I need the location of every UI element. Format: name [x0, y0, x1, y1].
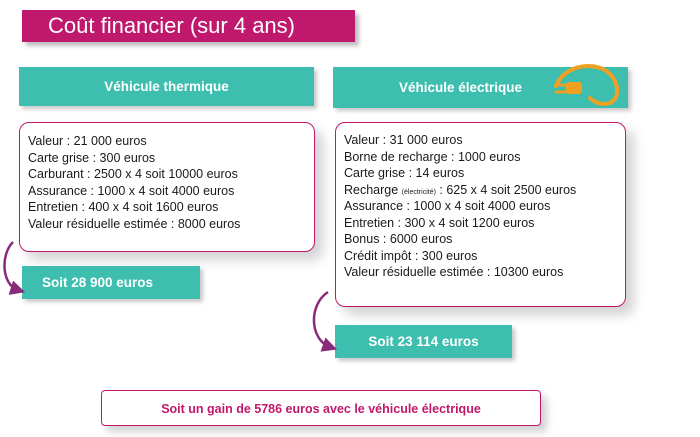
recharge-value: : 625 x 4 soit 2500 euros [435, 182, 577, 197]
cost-line: Carburant : 2500 x 4 soit 10000 euros [28, 167, 238, 181]
cost-line: Valeur : 21 000 euros [28, 134, 147, 148]
page-title: Coût financier (sur 4 ans) [22, 10, 355, 42]
electric-total: Soit 23 114 euros [335, 325, 512, 358]
electric-connector-arrow [314, 292, 330, 347]
recharge-note: (électricité) [401, 188, 436, 196]
cost-line: Crédit impôt : 300 euros [344, 248, 478, 263]
gain-summary: Soit un gain de 5786 euros avec le véhicule électrique [101, 390, 541, 426]
cost-line: Valeur : 31 000 euros [344, 133, 463, 147]
cost-line: Bonus : 6000 euros [344, 232, 453, 246]
cost-line: Borne de recharge : 1000 euros [344, 149, 521, 164]
thermal-vehicle-header: Véhicule thermique [19, 67, 314, 106]
cost-line: Assurance : 1000 x 4 soit 4000 euros [344, 199, 551, 213]
cost-line: Carte grise : 300 euros [28, 150, 156, 165]
electric-vehicle-header: Véhicule électrique [333, 67, 628, 108]
thermal-connector-arrow [4, 242, 18, 290]
cost-line: Entretien : 300 x 4 soit 1200 euros [344, 215, 535, 230]
cost-line: Carte grise : 14 euros [344, 166, 465, 180]
thermal-total: Soit 28 900 euros [22, 266, 200, 299]
cost-line: Valeur résiduelle estimée : 10300 euros [344, 265, 564, 279]
cost-line: Valeur résiduelle estimée : 8000 euros [28, 216, 241, 231]
recharge-label: Recharge [344, 182, 402, 197]
ev-plug-icon [556, 66, 617, 104]
cost-line: Assurance : 1000 x 4 soit 4000 euros [28, 183, 235, 198]
cost-line: Entretien : 400 x 4 soit 1600 euros [28, 200, 219, 214]
